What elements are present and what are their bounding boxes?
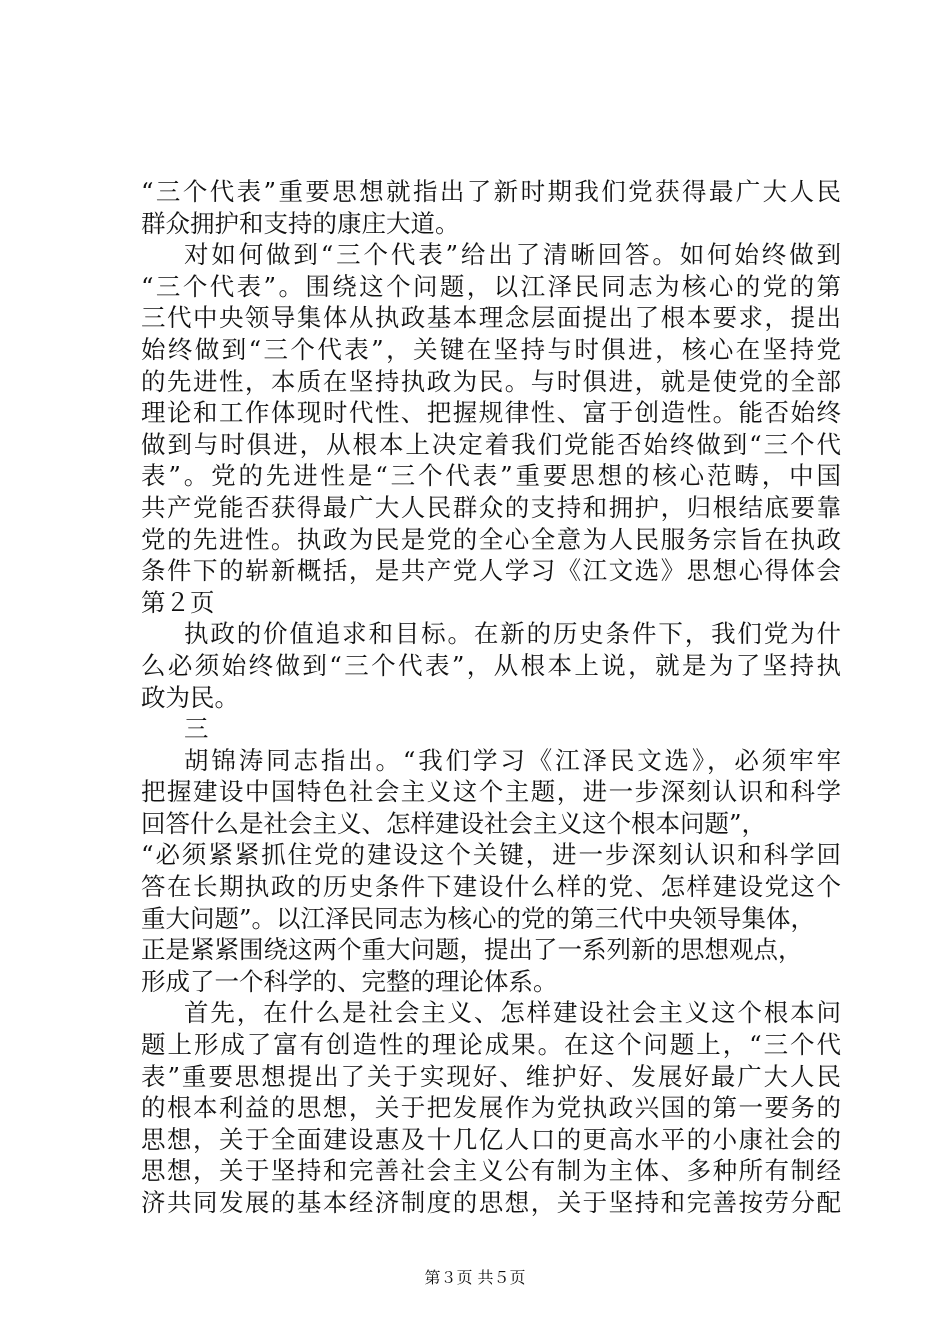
text-line: 共产党能否获得最广大人民群众的支持和拥护，归根结底要靠 [141,492,841,522]
text-line: “三个代表”。围绕这个问题，以江泽民同志为核心的党的第 [141,271,841,301]
text-line: 的先进性，本质在坚持执政为民。与时俱进，就是使党的全部 [141,366,841,396]
text-line: 对如何做到“三个代表”给出了清晰回答。如何始终做到 [184,240,841,270]
text-line: 么必须始终做到“三个代表”，从根本上说，就是为了坚持执 [141,650,841,680]
text-line: 重大问题”。以江泽民同志为核心的党的第三代中央领导集体， [141,903,816,933]
text-line: 思想，关于坚持和完善社会主义公有制为主体、多种所有制经 [141,1156,841,1186]
section-heading: 三 [184,714,209,744]
text-line: 政为民。 [141,682,239,712]
text-line: 表”重要思想提出了关于实现好、维护好、发展好最广大人民 [141,1061,841,1091]
text-line: 群众拥护和支持的康庄大道。 [141,208,460,238]
text-line: 首先，在什么是社会主义、怎样建设社会主义这个根本问 [184,998,841,1028]
text-line: 做到与时俱进，从根本上决定着我们党能否始终做到“三个代 [141,429,841,459]
text-line: 回答什么是社会主义、怎样建设社会主义这个根本问题”， [141,808,767,838]
text-line: 把握建设中国特色社会主义这个主题，进一步深刻认识和科学 [141,777,841,807]
text-line: 正是紧紧围绕这两个重大问题，提出了一系列新的思想观点， [141,935,803,965]
text-line: 三代中央领导集体从执政基本理念层面提出了根本要求，提出 [141,303,841,333]
page-footer: 第３页 共５页 [424,1268,526,1287]
text-line: 思想，关于全面建设惠及十几亿人口的更高水平的小康社会的 [141,1124,841,1154]
text-line: 题上形成了富有创造性的理论成果。在这个问题上，“三个代 [141,1030,841,1060]
text-line: 第２页 [141,587,215,617]
text-line: 执政的价值追求和目标。在新的历史条件下，我们党为什 [184,619,841,649]
text-line: 表”。党的先进性是“三个代表”重要思想的核心范畴，中国 [141,461,841,491]
text-line: “三个代表”重要思想就指出了新时期我们党获得最广大人民 [141,177,841,206]
text-line: 答在长期执政的历史条件下建设什么样的党、怎样建设党这个 [141,872,841,902]
text-line: 济共同发展的基本经济制度的思想，关于坚持和完善按劳分配 [141,1188,841,1217]
text-line: 胡锦涛同志指出。“我们学习《江泽民文选》，必须牢牢 [184,745,841,775]
text-line: 党的先进性。执政为民是党的全心全意为人民服务宗旨在执政 [141,524,841,554]
text-line: 始终做到“三个代表”，关键在坚持与时俱进，核心在坚持党 [141,334,841,364]
text-line: 理论和工作体现时代性、把握规律性、富于创造性。能否始终 [141,398,841,428]
text-line: 条件下的崭新概括，是共产党人学习《江文选》思想心得体会 [141,556,841,586]
text-line: “必须紧紧抓住党的建设这个关键，进一步深刻认识和科学回 [141,840,841,870]
document-body [141,176,841,1219]
text-line: 的根本利益的思想，关于把发展作为党执政兴国的第一要务的 [141,1093,841,1123]
text-line: 形成了一个科学的、完整的理论体系。 [141,966,558,996]
